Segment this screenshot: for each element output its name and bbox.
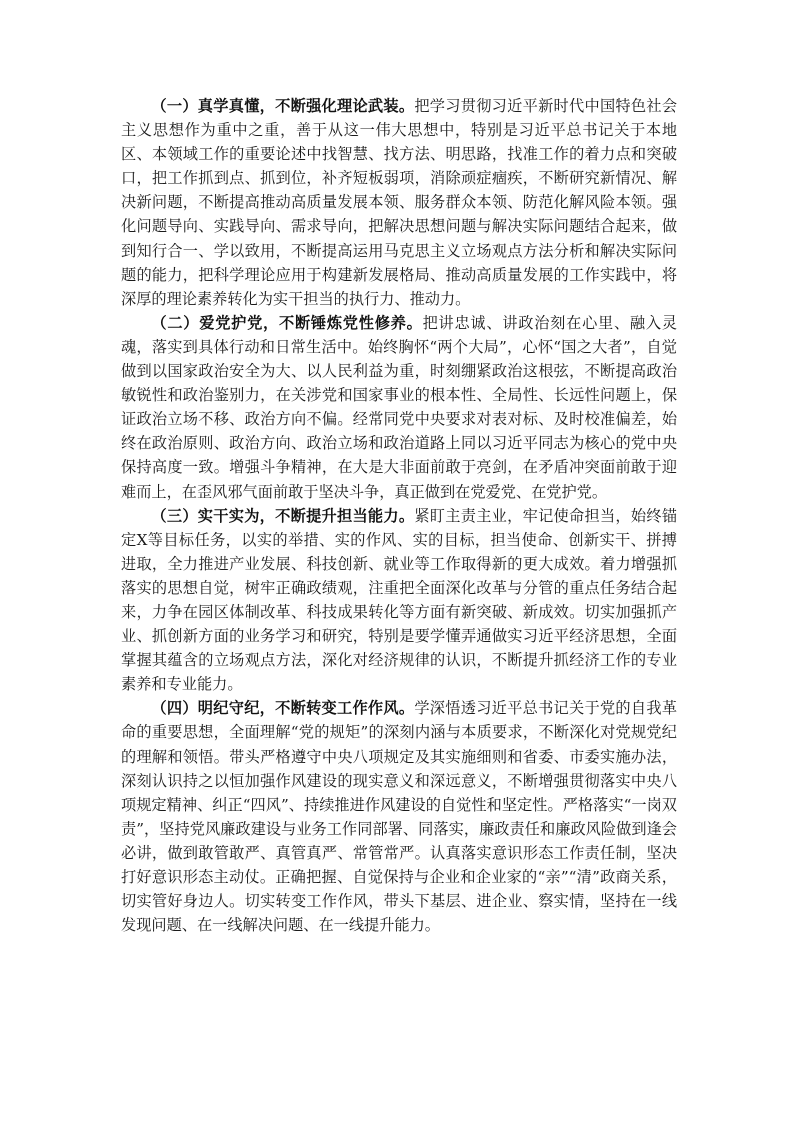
paragraph-heading: （三）实干实为，不断提升担当能力。: [151, 506, 415, 525]
paragraph-heading: （二）爱党护党，不断锤炼党性修养。: [151, 313, 423, 332]
paragraph-party-loyalty: [121, 311, 677, 504]
paragraph-theory-study: [121, 94, 677, 311]
document-body: [121, 94, 677, 937]
paragraph-text: 把讲忠诚、讲政治刻在心里、融入灵魂，落实到具体行动和日常生活中。始终胸怀“两个大局”，心怀“国之大者”，自觉做到以国家政治安全为大、以人民利益为重，时刻绷紧政治这根弦，不断提高政治敏锐性和政治鉴别力，在关涉党和国家事业的根本性、全局性、长远性问题上，保证政治立场不移、政治方向不偏。经常同党中央要求对表对标、及时校准偏差，始终在政治原则、政治方向、政治立场和政治道路上同以习近平同志为核心的党中央保持高度一致。增强斗争精神，在大是大非面前敢于亮剑，在矛盾冲突面前敢于迎难而上，在歪风邪气面前敢于坚决斗争，真正做到在党爱党、在党护党。: [121, 313, 678, 501]
paragraph-discipline-style: [121, 696, 677, 937]
paragraph-text: 学深悟透习近平总书记关于党的自我革命的重要思想，全面理解“党的规矩”的深刻内涵与本质要求，不断深化对党规党纪的理解和领悟。带头严格遵守中央八项规定及其实施细则和省委、市委实施办法，深刻认识持之以恒加强作风建设的现实意义和深远意义，不断增强贯彻落实中央八项规定精神、纠正“四风”、持续推进作风建设的自觉性和坚定性。严格落实“一岗双责”，坚持党风廉政建设与业务工作同部署、同落实，廉政责任和廉政风险做到逢会必讲，做到敢管敢严、真管真严、常管常严。认真落实意识形态工作责任制，坚决打好意识形态主动仗。正确把握、自觉保持与企业和企业家的“亲”“清”政商关系，切实管好身边人。切实转变工作作风，带头下基层、进企业、察实情，坚持在一线发现问题、在一线解决问题、在一线提升能力。: [121, 699, 678, 935]
paragraph-practical-work: [121, 504, 677, 697]
paragraph-heading: （一）真学真懂，不断强化理论武装。: [151, 97, 415, 115]
paragraph-text: 把学习贯彻习近平新时代中国特色社会主义思想作为重中之重，善于从这一伟大思想中，特别是习近平总书记关于本地区、本领域工作的重要论述中找智慧、找方法、明思路，找准工作的着力点和突破口，把工作抓到点、抓到位，补齐短板弱项，消除顽症痼疾，不断研究新情况、解决新问题，不断提高推动高质量发展本领、服务群众本领、防范化解风险本领。强化问题导向、实践导向、需求导向，把解决思想问题与解决实际问题结合起来，做到知行合一、学以致用，不断提高运用马克思主义立场观点方法分析和解决实际问题的能力，把科学理论应用于构建新发展格局、推动高质量发展的工作实践中，将深厚的理论素养转化为实干担当的执行力、推动力。: [121, 97, 678, 308]
paragraph-heading: （四）明纪守纪，不断转变工作作风。: [151, 699, 415, 718]
paragraph-text: 紧盯主责主业，牢记使命担当，始终锚定X等目标任务，以实的举措、实的作风、实的目标，担当使命、创新实干、拼搏进取，全力推进产业发展、科技创新、就业等工作取得新的更大成效。着力增强抓落实的思想自觉，树牢正确政绩观，注重把全面深化改革与分管的重点任务结合起来，力争在园区体制改革、科技成果转化等方面有新突破、新成效。切实加强抓产业、抓创新方面的业务学习和研究，特别是要学懂弄通做实习近平经济思想，全面掌握其蕴含的立场观点方法，深化对经济规律的认识，不断提升抓经济工作的专业素养和专业能力。: [121, 506, 678, 694]
